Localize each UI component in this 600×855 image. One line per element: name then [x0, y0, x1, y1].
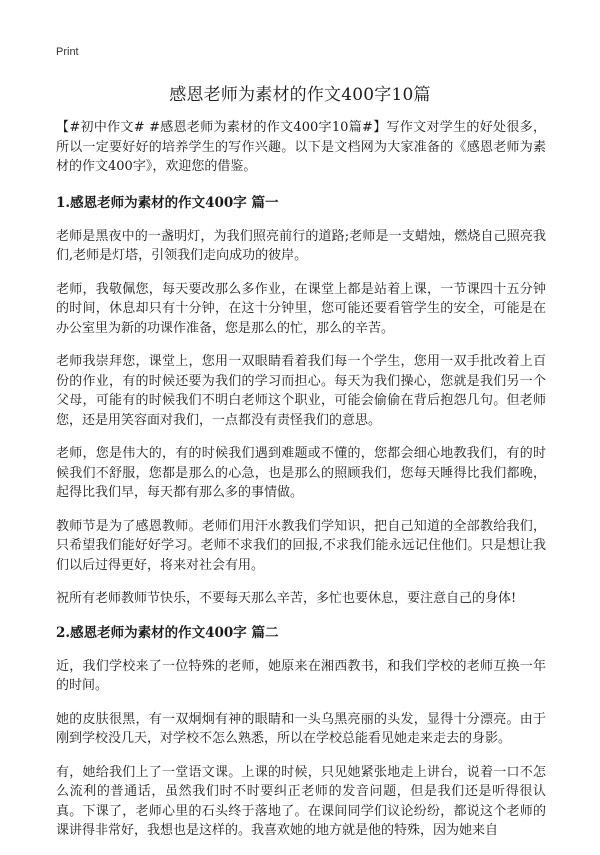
paragraph: 教师节是为了感恩教师。老师们用汗水教我们学知识，把自己知道的全部教给我们，只希望我们能好好学习。老师不求我们的回报,不求我们能永远记住他们。只是想让我们以后过得更好，将来对社会有用。	[56, 518, 546, 573]
paragraph: 老师，我敬佩您，每天要改那么多作业，在课堂上都是站着上课，一节课四十五分钟的时间，休息却只有十分钟，在这十分钟里，您可能还要看管学生的安全，可能是在办公室里为新的功课作准备，您是那么的忙，那么的辛苦。	[56, 281, 546, 336]
print-link[interactable]: Print	[56, 46, 79, 58]
page-title: 感恩老师为素材的作文400字10篇	[169, 85, 431, 105]
paragraph: 有，她给我们上了一堂语文课。上课的时候，只见她紧张地走上讲台，说着一口不怎么流利的普通话，虽然我们时不时要纠正老师的发音问题，但是我们还是听得很认真。下课了，老师心里的石头终于落地了。在课间同学们议论纷纷，都说这个老师的课讲得非常好，我想也是这样的。我喜欢她的地方就是他的特殊，因为她来自	[56, 764, 546, 838]
paragraph: 她的皮肤很黑，有一双炯炯有神的眼睛和一头乌黑亮丽的头发，显得十分漂亮。由于刚到学校没几天，对学校不怎么熟悉，所以在学校总能看见她走来走去的身影。	[56, 711, 546, 746]
article-body	[56, 118, 546, 855]
intro-paragraph: 【#初中作文# #感恩老师为素材的作文400字10篇#】写作文对学生的好处很多，所以一定要好好的培养学生的写作兴趣。以下是文档网为大家准备的《感恩老师为素材的作文400字》，欢迎您的借鉴。	[56, 120, 546, 174]
section-2	[56, 623, 546, 841]
paragraph: 老师是黑夜中的一盏明灯，为我们照亮前行的道路;老师是一支蜡烛，燃烧自己照亮我们,老师是灯塔，引领我们走向成功的彼岸。	[56, 228, 546, 263]
paragraph: 老师我崇拜您，课堂上，您用一双眼睛看着我们每一个学生，您用一双手批改着上百份的作业，有的时候还要为我们的学习而担心。每天为我们操心，您就是我们另一个父母，可能有的时候我们不明白老师这个职业，可能会偷偷在背后抱怨几句。但老师您，还是用笑容面对我们，一点都没有责怪我们的意思。	[56, 354, 546, 428]
paragraph: 祝所有老师教师节快乐，不要每天那么辛苦，多忙也要休息，要注意自己的身体!	[56, 591, 517, 606]
section-heading: 2.感恩老师为素材的作文400字 篇二	[56, 624, 279, 641]
section-1	[56, 193, 546, 609]
paragraph: 老师，您是伟大的，有的时候我们遇到难题或不懂的，您都会细心地教我们，有的时候我们不舒服，您都是那么的心急，也是那么的照顾我们，您每天睡得比我们都晚，起得比我们早，每天都有那么多的事情做。	[56, 446, 546, 500]
section-heading: 1.感恩老师为素材的作文400字 篇一	[56, 194, 279, 211]
paragraph: 近，我们学校来了一位特殊的老师，她原来在湘西教书，和我们学校的老师互换一年的时间。	[56, 658, 546, 693]
